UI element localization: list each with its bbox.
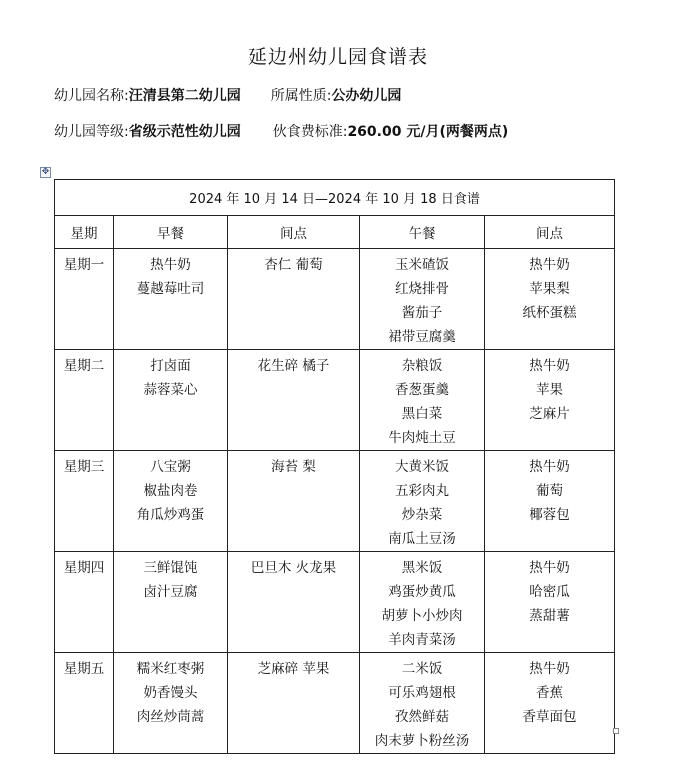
morning-snack-cell <box>228 653 360 754</box>
table-resize-handle[interactable] <box>613 728 619 734</box>
dish-item: 香葱蛋羹 <box>395 382 449 398</box>
afternoon-snack-cell <box>485 451 615 552</box>
dish-item: 大黄米饭 <box>395 459 449 475</box>
dish-item: 热牛奶 <box>150 257 191 273</box>
dish-item: 打卤面 <box>150 358 191 374</box>
header-row <box>55 216 615 249</box>
dish-item: 可乐鸡翅根 <box>388 685 456 701</box>
dish-item: 奶香馒头 <box>143 685 198 701</box>
lunch-cell <box>360 350 485 451</box>
dish-item: 热牛奶 <box>529 358 570 374</box>
dish-item: 杏仁 葡萄 <box>264 257 323 273</box>
day-cell <box>55 350 114 451</box>
breakfast-cell <box>114 653 228 754</box>
afternoon-snack-cell <box>485 350 615 451</box>
nature-label: 所属性质: <box>270 88 332 104</box>
dish-item: 苹果 <box>536 382 564 398</box>
dish-item: 香草面包 <box>522 709 577 725</box>
dish-item: 香蕉 <box>536 685 564 701</box>
dish-item: 鸡蛋炒黄瓜 <box>388 584 456 600</box>
lunch-cell <box>360 249 485 350</box>
dish-item: 红烧排骨 <box>395 281 449 297</box>
dish-item: 南瓜土豆汤 <box>388 531 456 547</box>
menu-row <box>55 552 615 653</box>
caption-row <box>55 180 615 216</box>
menu-row <box>55 350 615 451</box>
dish-item: 热牛奶 <box>529 257 570 273</box>
dish-item: 八宝粥 <box>150 459 191 475</box>
breakfast-cell <box>114 552 228 653</box>
kindergarten-name-label: 幼儿园名称: <box>54 88 129 104</box>
header-snack-morning: 间点 <box>228 216 360 249</box>
morning-snack-cell <box>228 249 360 350</box>
morning-snack-cell <box>228 451 360 552</box>
fee-value: 260.00 元/月(两餐两点) <box>347 124 509 140</box>
dish-item: 蒜蓉菜心 <box>143 382 198 398</box>
grade-value: 省级示范性幼儿园 <box>128 124 241 140</box>
day-cell <box>55 249 114 350</box>
dish-item: 热牛奶 <box>529 560 570 576</box>
page-title: 延边州幼儿园食谱表 <box>247 46 428 68</box>
lunch-cell <box>360 653 485 754</box>
dish-item: 羊肉青菜汤 <box>388 632 456 648</box>
dish-item: 芝麻片 <box>529 406 570 422</box>
day-label: 星期二 <box>63 358 105 374</box>
dish-item: 炒杂菜 <box>401 507 443 523</box>
day-label: 星期四 <box>63 560 105 576</box>
day-cell <box>55 552 114 653</box>
dish-item: 蒸甜薯 <box>529 608 570 624</box>
dish-item: 三鲜馄饨 <box>143 560 198 576</box>
dish-item: 牛肉炖土豆 <box>388 430 456 446</box>
dish-item: 哈密瓜 <box>529 584 570 600</box>
dish-item: 蔓越莓吐司 <box>136 281 205 297</box>
dish-item: 二米饭 <box>401 661 443 677</box>
menu-row <box>55 451 615 552</box>
kindergarten-name-value: 汪清县第二幼儿园 <box>128 88 241 104</box>
dish-item: 五彩肉丸 <box>395 483 449 499</box>
dish-item: 椒盐肉卷 <box>143 483 198 499</box>
breakfast-cell <box>114 451 228 552</box>
header-snack-afternoon: 间点 <box>485 216 615 249</box>
dish-item: 花生碎 橘子 <box>257 358 330 374</box>
menu-row <box>55 653 615 754</box>
day-label: 星期五 <box>63 661 105 677</box>
dish-item: 酱茄子 <box>401 305 443 321</box>
day-cell <box>55 451 114 552</box>
lunch-cell <box>360 451 485 552</box>
dish-item: 苹果梨 <box>529 281 570 297</box>
nature-value: 公办幼儿园 <box>331 88 402 104</box>
fee-label: 伙食费标准: <box>272 124 348 140</box>
dish-item: 海苔 梨 <box>271 459 316 475</box>
dish-item: 玉米碴饭 <box>395 257 449 273</box>
morning-snack-cell <box>228 552 360 653</box>
dish-item: 巴旦木 火龙果 <box>250 560 337 576</box>
dish-item: 黑白菜 <box>401 406 443 422</box>
header-lunch: 午餐 <box>360 216 485 249</box>
menu-table <box>54 179 615 754</box>
dish-item: 孜然鲜菇 <box>395 709 449 725</box>
info-row-grade-fee <box>54 122 508 142</box>
header-day: 星期 <box>55 216 114 249</box>
dish-item: 杂粮饭 <box>401 358 443 374</box>
day-cell <box>55 653 114 754</box>
breakfast-cell <box>114 350 228 451</box>
dish-item: 纸杯蛋糕 <box>522 305 577 321</box>
menu-row <box>55 249 615 350</box>
dish-item: 黑米饭 <box>401 560 443 576</box>
day-label: 星期一 <box>63 257 105 273</box>
dish-item: 肉末萝卜粉丝汤 <box>374 733 470 749</box>
info-row-name-nature <box>54 86 401 106</box>
morning-snack-cell <box>228 350 360 451</box>
lunch-cell <box>360 552 485 653</box>
dish-item: 葡萄 <box>536 483 564 499</box>
table-move-handle-icon[interactable]: ✥ <box>41 167 50 177</box>
dish-item: 糯米红枣粥 <box>136 661 205 677</box>
afternoon-snack-cell <box>485 653 615 754</box>
dish-item: 胡萝卜小炒肉 <box>381 608 463 624</box>
header-breakfast: 早餐 <box>114 216 228 249</box>
dish-item: 裙带豆腐羹 <box>388 329 456 345</box>
dish-item: 热牛奶 <box>529 459 570 475</box>
afternoon-snack-cell <box>485 249 615 350</box>
dish-item: 肉丝炒茼蒿 <box>136 709 205 725</box>
day-label: 星期三 <box>63 459 105 475</box>
afternoon-snack-cell <box>485 552 615 653</box>
dish-item: 椰蓉包 <box>529 507 570 523</box>
grade-label: 幼儿园等级: <box>54 124 129 140</box>
breakfast-cell <box>114 249 228 350</box>
dish-item: 芝麻碎 苹果 <box>257 661 330 677</box>
dish-item: 角瓜炒鸡蛋 <box>136 507 205 523</box>
dish-item: 卤汁豆腐 <box>143 584 198 600</box>
dish-item: 热牛奶 <box>529 661 570 677</box>
table-caption: 2024 年 10 月 14 日—2024 年 10 月 18 日食谱 <box>55 180 615 216</box>
